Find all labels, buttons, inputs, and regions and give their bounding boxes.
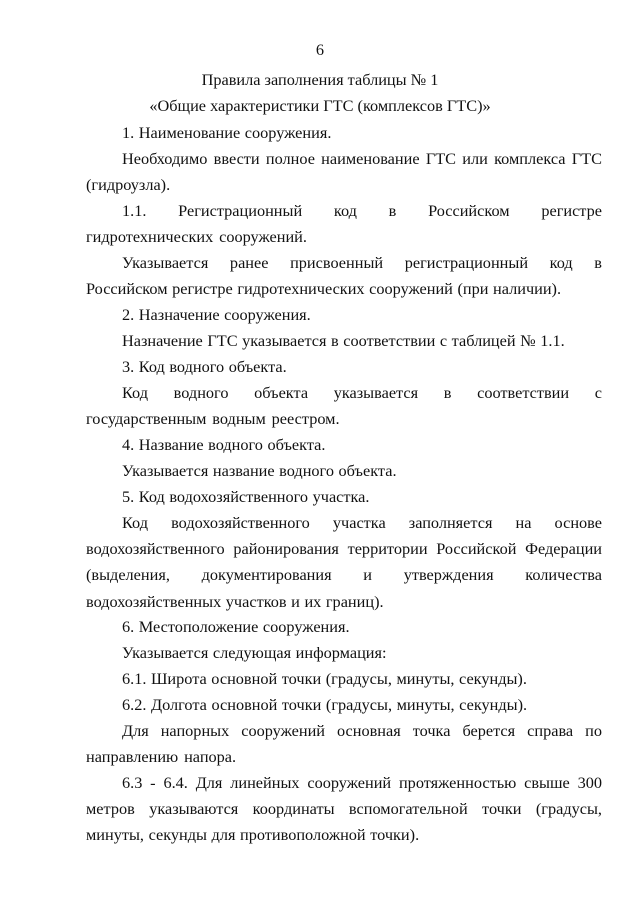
section-1-1-text: Указывается ранее присвоенный регистрационный код в Российском регистре гидротехнических сооружений (при наличии).: [86, 253, 602, 299]
section-4-heading: 4. Название водного объекта.: [122, 435, 326, 454]
section-6-2-note: Для напорных сооружений основная точка берется справа по направлению напора.: [86, 721, 602, 767]
page-number: 6: [315, 40, 325, 59]
section-4-text: Указывается название водного объекта.: [122, 461, 397, 480]
section-5-text: Код водохозяйственного участка заполняется на основе водохозяйственного районирования территории Российской Федерации (выделения, документирования и утверждения количества водохозяйственных участков и их границ).: [86, 513, 602, 611]
section-2-text: Назначение ГТС указывается в соответствии с таблицей № 1.1.: [122, 331, 565, 350]
section-3-heading: 3. Код водного объекта.: [122, 357, 287, 376]
section-5-heading: 5. Код водохозяйственного участка.: [122, 487, 370, 506]
section-6-1-text: 6.1. Широта основной точки (градусы, минуты, секунды).: [122, 669, 527, 688]
section-3-text: Код водного объекта указывается в соответствии с государственным водным реестром.: [86, 383, 602, 429]
section-1-text: Необходимо ввести полное наименование ГТС или комплекса ГТС (гидроузла).: [86, 149, 602, 195]
document-title: Правила заполнения таблицы № 1: [201, 70, 439, 89]
section-6-heading: 6. Местоположение сооружения.: [122, 617, 350, 636]
section-1-1-heading: 1.1. Регистрационный код в Российском регистре гидротехнических сооружений.: [86, 201, 602, 247]
section-6-intro: Указывается следующая информация:: [122, 643, 387, 662]
section-2-heading: 2. Назначение сооружения.: [122, 305, 311, 324]
section-6-2-text: 6.2. Долгота основной точки (градусы, минуты, секунды).: [122, 695, 528, 714]
document-subtitle: «Общие характеристики ГТС (комплексов ГТС)»: [149, 96, 491, 115]
section-6-3-text: 6.3 - 6.4. Для линейных сооружений протяженностью свыше 300 метров указываются координаты вспомогательной точки (градусы, минуты, секунды для противоположной точки).: [86, 773, 602, 845]
section-1-heading: 1. Наименование сооружения.: [122, 123, 332, 142]
